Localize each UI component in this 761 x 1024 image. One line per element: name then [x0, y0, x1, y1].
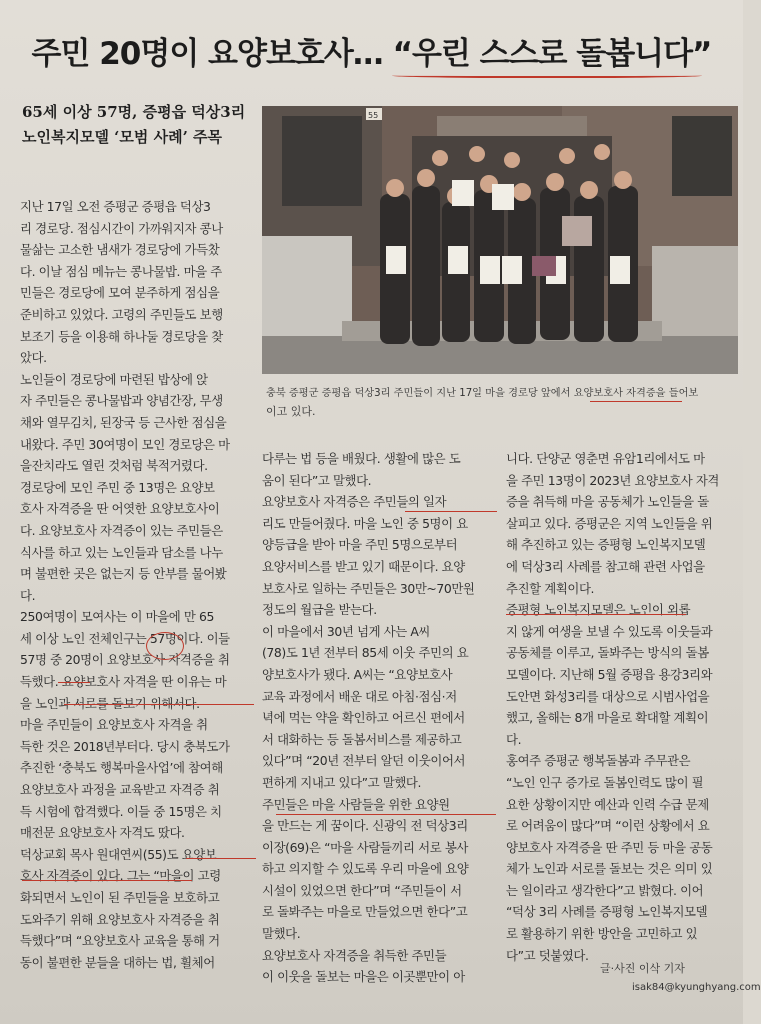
- article-line: 시설이 있었으면 한다”며 “주민들이 서: [262, 882, 462, 898]
- headline: 주민 20명이 요양보호사… “우린 스스로 돌봅니다”: [31, 36, 712, 72]
- article-line: 이 이웃을 돌보는 마을은 이곳뿐만이 아: [262, 969, 465, 985]
- article-line: 교육 과정에서 배운 대로 아침·점심·저: [262, 688, 457, 704]
- article-column-1: [20, 196, 258, 973]
- article-line: 정도의 월급을 받는다.: [262, 602, 377, 618]
- article-line: 득했다. 요양보호사 자격을 딴 이유는 마: [20, 674, 227, 690]
- article-line: 자 주민들은 콩나물밥과 양념간장, 무생: [20, 393, 223, 409]
- article-line: 다. 이날 점심 메뉴는 콩나물밥. 마을 주: [20, 263, 222, 279]
- article-line: 며 불편한 곳은 없는지 등 안부를 물어봤: [20, 566, 227, 582]
- article-line: 리도 만들어줬다. 마을 노인 중 5명이 요: [262, 515, 468, 531]
- article-line: 도와주기 위해 요양보호사 자격증을 취: [20, 911, 220, 927]
- article-line: “노인 인구 증가로 돌봄인력도 많이 필: [506, 774, 704, 790]
- article-line: 편하게 지내고 있다”고 말했다.: [262, 774, 422, 790]
- article-line: 이 마을에서 30년 넘게 사는 A씨: [262, 623, 430, 639]
- article-line: 화되면서 노인이 된 주민들을 보호하고: [20, 890, 220, 905]
- subheadline: [22, 100, 257, 150]
- pen-underline: [186, 858, 256, 859]
- pen-underline: [405, 511, 497, 512]
- article-line: 요양보호사 과정을 교육받고 자격증 취: [20, 782, 220, 798]
- article-column-3: [506, 448, 738, 966]
- article-line: 세 이상 노인 전체인구는 57명이다. 이들: [20, 630, 230, 646]
- article-line: 민들은 경로당에 모여 분주하게 점심을: [20, 285, 220, 301]
- caption-line: 이고 있다.: [266, 405, 316, 418]
- article-line: 을잔치라도 열린 것처럼 북적거렸다.: [20, 458, 208, 474]
- article-line: 양보호사 자격증을 딴 주민 등 마을 공동: [506, 839, 713, 855]
- article-line: 서 대화하는 등 돌봄서비스를 제공하고: [262, 731, 462, 747]
- pen-underline: [22, 880, 192, 881]
- article-line: 체가 노인과 서로를 돌보는 것은 의미 있: [506, 861, 713, 877]
- article-line: 동이 불편한 분들을 대하는 법, 휠체어: [20, 954, 215, 970]
- article-line: 니다. 단양군 영춘면 유암1리에서도 마: [506, 451, 705, 466]
- pen-underline: [64, 704, 254, 705]
- article-line: 리 경로당. 점심시간이 가까워지자 콩나: [20, 220, 223, 236]
- article-line: 요한 상황이지만 예산과 인력 수급 문제: [506, 796, 709, 812]
- article-line: 로 돌봐주는 마을로 만들었으면 한다”고: [262, 904, 468, 920]
- article-line: 채와 열무김치, 된장국 등 근사한 점심을: [20, 414, 227, 430]
- article-line: 녁에 먹는 약을 확인하고 어르신 편에서: [262, 710, 465, 726]
- article-line: 이장(69)은 “마을 사람들끼리 서로 봉사: [262, 839, 468, 855]
- group-photo: [262, 106, 738, 374]
- article-line: 보조기 등을 이용해 하나둘 경로당을 찾: [20, 328, 223, 344]
- pen-underline: [58, 682, 90, 683]
- article-line: (78)도 1년 전부터 85세 이웃 주민의 요: [262, 645, 469, 661]
- article-line: 추진한 ‘충북도 행복마을사업’에 참여해: [20, 760, 223, 776]
- article-line: 준비하고 있었다. 고령의 주민들도 보행: [20, 306, 223, 322]
- article-line: 모델이다. 지난해 5월 증평읍 용강3리와: [506, 666, 713, 682]
- article-line: 노인들이 경로당에 마련된 밥상에 앉: [20, 371, 208, 387]
- article-line: 하고 의지할 수 있도록 우리 마을에 요양: [262, 861, 469, 877]
- author-email: isak84@kyunghyang.com: [632, 982, 761, 993]
- article-line: 호사 자격증이 있다. 그는 “마을이 고령: [20, 868, 221, 884]
- article-line: 식사를 하고 있는 노인들과 담소를 나누: [20, 544, 223, 560]
- article-line: 로 활용하기 위한 방안을 고민하고 있: [506, 926, 698, 942]
- article-line: 는 일이라고 생각한다”고 밝혔다. 이어: [506, 882, 704, 898]
- house-number: 55: [368, 111, 379, 120]
- article-line: 해 추진하고 있는 증평형 노인복지모델: [506, 537, 706, 553]
- caption-line: 충북 증평군 증평읍 덕상3리 주민들이 지난 17일 마을 경로당 앞에서 요양보호사 자격증을 들어보: [266, 388, 699, 399]
- article-line: 을 주민 13명이 2023년 요양보호사 자격: [506, 472, 719, 488]
- article-line: 주민들은 마을 사람들을 위한 요양원: [262, 796, 450, 812]
- group-photo-icon: [262, 106, 738, 374]
- article-line: 다루는 법 등을 배웠다. 생활에 많은 도: [262, 451, 461, 466]
- article-line: 았다.: [20, 350, 47, 366]
- article-line: 57명 중 20명이 요양보호사 자격증을 취: [20, 652, 230, 668]
- article-line: 득했다”며 “요양보호사 교육을 통해 거: [20, 933, 220, 949]
- article-line: 득 시험에 합격했다. 이들 중 15명은 치: [20, 803, 222, 819]
- article-line: 말했다.: [262, 926, 301, 942]
- article-column-2: [262, 448, 498, 988]
- article-line: 양등급을 받아 마을 주민 5명으로부터: [262, 537, 458, 553]
- article-line: 250여명이 모여사는 이 마을에 만 65: [20, 609, 214, 625]
- article-line: 로 어려움이 많다”며 “이런 상황에서 요: [506, 818, 710, 834]
- article-line: 살피고 있다. 증평군은 지역 노인들을 위: [506, 515, 713, 531]
- subheadline-line: 노인복지모델 ‘모범 사례’ 주목: [22, 128, 222, 146]
- photo-caption: [266, 385, 736, 421]
- article-line: 을 만드는 게 꿈이다. 신광익 전 덕상3리: [262, 818, 468, 834]
- pen-underline: [506, 614, 686, 615]
- article-line: 득한 것은 2018년부터다. 당시 충북도가: [20, 738, 230, 754]
- article-line: 마을 주민들이 요양보호사 자격을 취: [20, 717, 208, 733]
- article-line: 호사 자격증을 딴 어엿한 요양보호사이: [20, 501, 220, 517]
- article-line: 양보호사가 됐다. A씨는 “요양보호사: [262, 666, 453, 682]
- article-line: 증을 취득해 마을 공동체가 노인들을 돌: [506, 494, 709, 510]
- article-line: 추진할 계획이다.: [506, 580, 595, 596]
- article-line: 지 않게 여생을 보낼 수 있도록 이웃들과: [506, 623, 713, 639]
- pen-underline-headline: [392, 72, 702, 78]
- article-line: 했고, 올해는 8개 마을로 확대할 계획이: [506, 710, 709, 726]
- article-line: 경로당에 모인 주민 중 13명은 요양보: [20, 479, 215, 495]
- article-line: 홍여주 증평군 행복돌봄과 주무관은: [506, 753, 691, 769]
- article-line: 다.: [20, 587, 36, 603]
- article-line: 증평형 노인복지모델은 노인이 외롭: [506, 602, 691, 618]
- article-line: 을 노인과 서로를 돌보기 위해서다.: [20, 695, 200, 711]
- article-line: 에 덕상3리 사례를 참고해 관련 사업을: [506, 558, 705, 574]
- article-line: 물삶는 고소한 냄새가 경로당에 가득찼: [20, 242, 220, 258]
- pen-underline-caption: [590, 401, 682, 402]
- article-line: 도안면 화성3리를 대상으로 시범사업을: [506, 688, 710, 704]
- article-line: 다.: [506, 731, 522, 747]
- article-line: 공동체를 이루고, 돌봐주는 방식의 돌봄: [506, 645, 709, 661]
- byline: 글·사진 이삭 기자: [600, 962, 685, 975]
- pen-underline: [276, 814, 496, 815]
- article-line: 요양보호사 자격증을 취득한 주민들: [262, 947, 447, 963]
- article-line: 요양서비스를 받고 있기 때문이다. 요양: [262, 558, 465, 574]
- article-line: 요양보호사 자격증은 주민들의 일자: [262, 494, 447, 510]
- article-line: 내왔다. 주민 30여명이 모인 경로당은 마: [20, 436, 230, 452]
- pen-circle-57: [146, 632, 184, 660]
- article-line: 움이 된다”고 말했다.: [262, 472, 372, 488]
- article-line: 보호사로 일하는 주민들은 30만~70만원: [262, 580, 475, 596]
- article-line: 덕상교회 목사 원대연씨(55)도 요양보: [20, 846, 217, 862]
- article-line: 다”고 덧붙였다.: [506, 947, 589, 963]
- article-line: 다. 요양보호사 자격증이 있는 주민들은: [20, 522, 223, 538]
- article-line: 있다”며 “20년 전부터 알던 이웃이어서: [262, 753, 466, 769]
- article-line: 매전문 요양보호사 자격도 땄다.: [20, 825, 185, 841]
- subheadline-line: 65세 이상 57명, 증평읍 덕상3리: [22, 103, 246, 121]
- article-line: “덕상 3리 사례를 증평형 노인복지모델: [506, 904, 708, 920]
- article-line: 지난 17일 오전 증평군 증평읍 덕상3: [20, 199, 211, 214]
